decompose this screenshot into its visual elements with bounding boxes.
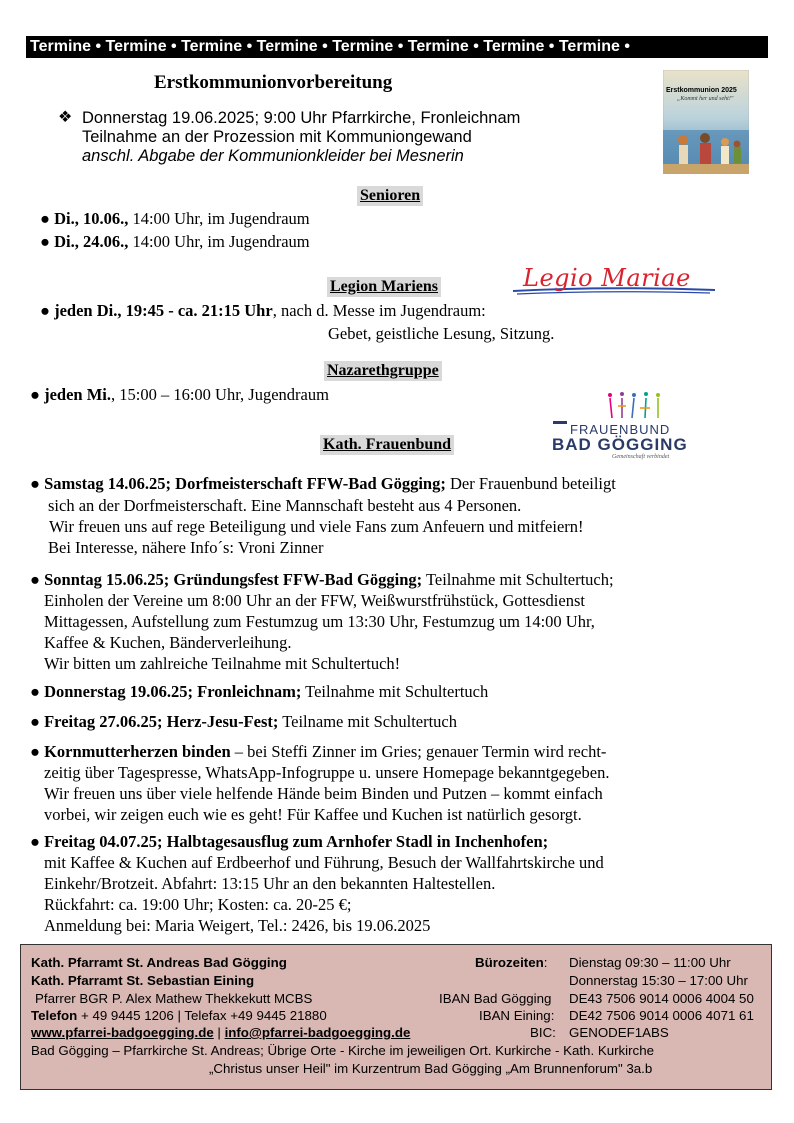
event-line: vorbei, wir zeigen euch wie es geht! Für Kaffee und Kuchen ist natürlich gesorgt. — [44, 805, 582, 824]
event-text: Teilnahme mit Schultertuch — [301, 682, 489, 701]
event-line: Wir freuen uns über viele helfende Hände beim Binden und Putzen – kommt einfach — [44, 784, 603, 803]
senioren-heading: Senioren — [357, 186, 423, 206]
iban1-label: IBAN Bad Gögging — [439, 991, 552, 1006]
event-title: Freitag 27.06.25; Herz-Jesu-Fest; — [44, 712, 279, 731]
senioren-item: ● Di., 24.06., 14:00 Uhr, im Jugendraum — [40, 232, 310, 251]
bic-label: BIC: — [530, 1025, 556, 1040]
frauenbund-logo-line-3: Gemeinschaft verbindet — [612, 454, 670, 460]
erstkommunion-title: Erstkommunionvorbereitung — [154, 72, 393, 93]
termine-banner: Termine • Termine • Termine • Termine • Termine • Termine • Termine • Termine • — [26, 36, 768, 58]
erstkommunion-book-image — [663, 70, 749, 174]
legion-date: jeden Di., 19:45 - ca. 21:15 Uhr — [54, 301, 273, 320]
event-text: Teilname mit Schultertuch — [278, 712, 457, 731]
iban1-value: DE43 7506 9014 0006 4004 50 — [569, 991, 754, 1006]
event-line: Einholen der Vereine um 8:00 Uhr an der FFW, Weißwurstfrühstück, Gottesdienst — [44, 591, 585, 610]
legio-mariae-logo — [505, 264, 720, 300]
nazareth-item: ● jeden Mi., 15:00 – 16:00 Uhr, Jugendraum — [30, 385, 329, 404]
event-item: ● Samstag 14.06.25; Dorfmeisterschaft FFW-Bad Gögging; Der Frauenbund beteiligt — [30, 474, 616, 493]
iban2-label: IBAN Eining: — [479, 1008, 555, 1023]
event-line: Bei Interesse, nähere Info´s: Vroni Zinner — [48, 538, 324, 557]
buero-time-2: Donnerstag 15:30 – 17:00 Uhr — [569, 973, 748, 988]
nazareth-date: jeden Mi. — [44, 385, 111, 404]
erstkommunion-bullet: ❖ — [58, 109, 73, 126]
event-title: Donnerstag 19.06.25; Fronleichnam; — [44, 682, 302, 701]
book-subtitle: „Kommt her und seht!" — [677, 96, 734, 102]
event-line: mit Kaffee & Kuchen auf Erdbeerhof und Führung, Besuch der Wallfahrtskirche und — [44, 853, 604, 872]
event-line: Mittagessen, Aufstellung zum Festumzug um 13:30 Uhr, Festumzug um 14:00 Uhr, — [44, 612, 595, 631]
buero-colon: : — [543, 955, 548, 970]
event-title: Samstag 14.06.25; Dorfmeisterschaft FFW-Bad Gögging; — [44, 474, 446, 493]
frauenbund-heading: Kath. Frauenbund — [320, 435, 454, 455]
footer-pfarramt-1: Kath. Pfarramt St. Andreas Bad Gögging — [31, 955, 287, 970]
footer-kurkirche: „Christus unser Heil" im Kurzentrum Bad Gögging „Am Brunnenforum" 3a.b — [209, 1061, 653, 1076]
legion-heading: Legion Mariens — [327, 277, 441, 297]
footer-kirchen: Bad Gögging – Pfarrkirche St. Andreas; Übrige Orte - Kirche im jeweiligen Ort. Kurkirche - Kath. Kurkirche — [31, 1043, 654, 1058]
senioren-text: 14:00 Uhr, im Jugendraum — [128, 232, 310, 251]
iban2-value: DE42 7506 9014 0006 4071 61 — [569, 1008, 754, 1023]
nazareth-text: , 15:00 – 16:00 Uhr, Jugendraum — [111, 385, 329, 404]
erstkommunion-line-2: Teilnahme an der Prozession mit Kommuniongewand — [82, 128, 472, 146]
event-item: ● Kornmutterherzen binden – bei Steffi Zinner im Gries; genauer Termin wird recht- — [30, 742, 607, 761]
senioren-date: Di., 10.06., — [54, 209, 129, 228]
event-line: Kaffee & Kuchen, Bänderverleihung. — [44, 633, 292, 652]
event-title: Sonntag 15.06.25; Gründungsfest FFW-Bad Gögging; — [44, 570, 423, 589]
footer-pfarramt-2: Kath. Pfarramt St. Sebastian Eining — [31, 973, 255, 988]
event-text: Der Frauenbund beteiligt — [445, 474, 616, 493]
link-separator: | — [213, 1025, 225, 1040]
legion-text: , nach d. Messe im Jugendraum: — [272, 301, 486, 320]
event-line: Rückfahrt: ca. 19:00 Uhr; Kosten: ca. 20-25 €; — [44, 895, 352, 914]
frauenbund-logo-line-1: FRAUENBUND — [570, 422, 671, 437]
legion-text-2: Gebet, geistliche Lesung, Sitzung. — [328, 324, 555, 343]
book-title: Erstkommunion 2025 — [666, 87, 737, 94]
footer-pfarrer: Pfarrer BGR P. Alex Mathew Thekkekutt MCBS — [35, 991, 313, 1006]
event-item: ● Donnerstag 19.06.25; Fronleichnam; Teilnahme mit Schultertuch — [30, 682, 489, 701]
frauenbund-logo — [552, 388, 722, 464]
email-link[interactable]: info@pfarrei-badgoegging.de — [224, 1025, 411, 1040]
event-line: Einkehr/Brotzeit. Abfahrt: 13:15 Uhr an den bekannten Haltestellen. — [44, 874, 496, 893]
telefon-label: Telefon — [31, 1008, 78, 1023]
event-text: – bei Steffi Zinner im Gries; genauer Termin wird recht- — [230, 742, 607, 761]
footer-box — [20, 944, 772, 1090]
event-line: sich an der Dorfmeisterschaft. Eine Mannschaft besteht aus 4 Personen. — [48, 496, 522, 515]
event-title: Kornmutterherzen binden — [44, 742, 231, 761]
event-item: ● Freitag 27.06.25; Herz-Jesu-Fest; Teilname mit Schultertuch — [30, 712, 457, 731]
website-link[interactable]: www.pfarrei-badgoegging.de — [31, 1025, 214, 1040]
bic-value: GENODEF1ABS — [569, 1025, 669, 1040]
senioren-text: 14:00 Uhr, im Jugendraum — [128, 209, 310, 228]
senioren-date: Di., 24.06., — [54, 232, 129, 251]
event-line: Wir bitten um zahlreiche Teilnahme mit Schultertuch! — [44, 654, 401, 673]
event-item: ● Sonntag 15.06.25; Gründungsfest FFW-Bad Gögging; Teilnahme mit Schultertuch; — [30, 570, 614, 589]
footer-telefon — [31, 1007, 327, 1024]
event-line: zeitig über Tagespresse, WhatsApp-Infogruppe u. unsere Homepage bekanntgegeben. — [44, 763, 610, 782]
buero-time-1: Dienstag 09:30 – 11:00 Uhr — [569, 955, 731, 970]
legio-mariae-logo-text: Legio Mariae — [523, 264, 691, 292]
erstkommunion-line-1: Donnerstag 19.06.2025; 9:00 Uhr Pfarrkirche, Fronleichnam — [82, 109, 521, 127]
legion-item: ● jeden Di., 19:45 - ca. 21:15 Uhr, nach d. Messe im Jugendraum: — [40, 301, 486, 320]
event-line: Anmeldung bei: Maria Weigert, Tel.: 2426, bis 19.06.2025 — [44, 916, 431, 935]
nazareth-heading: Nazarethgruppe — [324, 361, 442, 381]
senioren-item: ● Di., 10.06., 14:00 Uhr, im Jugendraum — [40, 209, 310, 228]
event-text: Teilnahme mit Schultertuch; — [422, 570, 614, 589]
frauenbund-logo-line-2: BAD GÖGGING — [552, 435, 688, 454]
event-item: ● Freitag 04.07.25; Halbtagesausflug zum Arnhofer Stadl in Inchenhofen; — [30, 832, 549, 851]
buero-label-wrap — [475, 954, 547, 971]
event-line: Wir freuen uns auf rege Beteiligung und viele Fans zum Anfeuern und mitfeiern! — [49, 517, 584, 536]
erstkommunion-line-3: anschl. Abgabe der Kommunionkleider bei Mesnerin — [82, 147, 464, 165]
buero-label: Bürozeiten — [475, 955, 544, 970]
footer-links — [31, 1024, 410, 1041]
telefon-value: + 49 9445 1206 | Telefax +49 9445 21880 — [77, 1008, 327, 1023]
event-title: Freitag 04.07.25; Halbtagesausflug zum Arnhofer Stadl in Inchenhofen; — [44, 832, 549, 851]
